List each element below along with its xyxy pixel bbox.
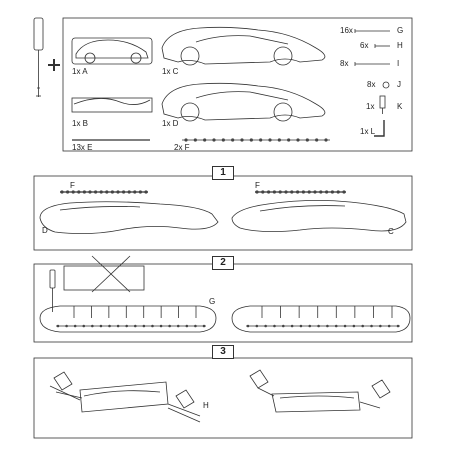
strip-dot	[306, 138, 309, 141]
part-j-drawing	[383, 82, 389, 88]
strip-dot	[335, 325, 338, 328]
strip-dot	[60, 190, 63, 193]
strip-dot	[77, 190, 80, 193]
strip-dot	[125, 325, 128, 328]
strip-dot	[324, 138, 327, 141]
strip-dot	[379, 325, 382, 328]
strip-dot	[160, 325, 163, 328]
strip-dot	[290, 190, 293, 193]
strip-dot	[111, 190, 114, 193]
part-i-label: I	[397, 59, 400, 68]
step-2-number: 2	[212, 256, 234, 270]
part-k-label: K	[397, 102, 403, 111]
strip-dot	[194, 138, 197, 141]
strip-dot	[296, 138, 299, 141]
part-g-count: 16x	[340, 26, 353, 35]
strip-dot	[291, 325, 294, 328]
strip-dot	[134, 325, 137, 328]
step3-left-assembly	[50, 372, 200, 422]
step1-label-f-left: F	[70, 181, 75, 190]
step1-label-f-right: F	[255, 181, 260, 190]
strip-dot	[186, 325, 189, 328]
part-b-drawing	[72, 98, 152, 112]
strip-dot	[65, 325, 68, 328]
strip-dot	[203, 138, 206, 141]
strip-dot	[100, 325, 103, 328]
strip-dot	[66, 190, 69, 193]
strip-dot	[259, 138, 262, 141]
strip-dot	[108, 325, 111, 328]
part-h-label: H	[397, 41, 403, 50]
step1-label-d: D	[42, 226, 48, 235]
strip-dot	[267, 190, 270, 193]
strip-dot	[72, 190, 75, 193]
strip-dot	[287, 138, 290, 141]
strip-dot	[117, 325, 120, 328]
strip-dot	[83, 190, 86, 193]
strip-dot	[397, 325, 400, 328]
strip-dot	[143, 325, 146, 328]
strip-dot	[319, 190, 322, 193]
step1-right-part	[232, 192, 406, 232]
strip-dot	[133, 190, 136, 193]
step2-panel	[34, 264, 412, 342]
step3-label-h: H	[203, 401, 209, 410]
strip-dot	[279, 190, 282, 193]
strip-dot	[74, 325, 77, 328]
strip-dot	[222, 138, 225, 141]
strip-dot	[177, 325, 180, 328]
step2-screws	[74, 306, 392, 318]
step2-right-part	[232, 306, 410, 332]
part-c-drawing	[162, 27, 325, 65]
part-g-drawing	[355, 29, 390, 33]
do-not-icon	[64, 256, 144, 292]
strip-dot	[240, 138, 243, 141]
step1-label-c: C	[388, 227, 394, 236]
strip-dot	[168, 325, 171, 328]
strip-dot	[344, 325, 347, 328]
part-j-count: 8x	[367, 80, 376, 89]
strip-dot	[308, 325, 311, 328]
strip-dot	[105, 190, 108, 193]
plus-icon	[48, 59, 60, 71]
part-l-label: 1x L	[360, 127, 376, 136]
strip-dot	[100, 190, 103, 193]
strip-dot	[212, 138, 215, 141]
strip-dot	[326, 325, 329, 328]
strip-dot	[151, 325, 154, 328]
part-a-drawing	[72, 38, 152, 64]
step-1-number: 1	[212, 166, 234, 180]
strip-dot	[91, 325, 94, 328]
part-d-label: 1x D	[162, 119, 179, 128]
strip-dot	[300, 325, 303, 328]
strip-dot	[247, 325, 250, 328]
strip-dot	[255, 190, 258, 193]
strip-dot	[57, 325, 60, 328]
step2-left-part	[40, 306, 216, 332]
strip-dot	[315, 138, 318, 141]
part-f-label: 2x F	[174, 143, 190, 152]
strip-dot	[361, 325, 364, 328]
strip-dot	[194, 325, 197, 328]
screwdriver-icon	[34, 18, 43, 97]
strip-dot	[88, 190, 91, 193]
strip-dot	[370, 325, 373, 328]
strip-dot	[116, 190, 119, 193]
strip-dot	[353, 325, 356, 328]
part-h-count: 6x	[360, 41, 369, 50]
strip-dot	[144, 190, 147, 193]
part-k-count: 1x	[366, 102, 375, 111]
strip-dot	[273, 325, 276, 328]
part-i-count: 8x	[340, 59, 349, 68]
part-h-drawing	[375, 44, 390, 48]
strip-dot	[331, 190, 334, 193]
part-k-drawing	[380, 96, 385, 114]
strip-dot	[250, 138, 253, 141]
strip-dot	[273, 190, 276, 193]
part-e-label: 13x E	[72, 143, 93, 152]
strip-dot	[94, 190, 97, 193]
strip-dot	[342, 190, 345, 193]
strip-dot	[308, 190, 311, 193]
strip-dot	[313, 190, 316, 193]
part-j-label: J	[397, 80, 401, 89]
strip-dot	[388, 325, 391, 328]
step2-label-g: G	[209, 297, 216, 306]
strip-dot	[139, 190, 142, 193]
strip-dot	[284, 190, 287, 193]
strip-dot	[278, 138, 281, 141]
strip-dot	[122, 190, 125, 193]
step3-right-assembly	[250, 370, 390, 412]
strip-dot	[317, 325, 320, 328]
part-c-label: 1x C	[162, 67, 179, 76]
part-g-label: G	[397, 26, 404, 35]
strip-dot	[261, 190, 264, 193]
part-a-label: 1x A	[72, 67, 88, 76]
strip-dot	[256, 325, 259, 328]
strip-dot	[282, 325, 285, 328]
part-b-label: 1x B	[72, 119, 89, 128]
strip-dot	[337, 190, 340, 193]
step1-left-part	[40, 192, 218, 234]
step-3-number: 3	[212, 345, 234, 359]
strip-dot	[128, 190, 131, 193]
strip-dot	[296, 190, 299, 193]
strip-dot	[231, 138, 234, 141]
strip-dot	[325, 190, 328, 193]
step1-panel	[34, 176, 412, 250]
part-i-drawing	[355, 62, 390, 66]
strip-dot	[203, 325, 206, 328]
part-d-drawing	[162, 83, 325, 121]
strip-dot	[268, 138, 271, 141]
strip-dot	[302, 190, 305, 193]
screwdriver-small-icon	[50, 270, 55, 312]
strip-dot	[184, 138, 187, 141]
strip-dot	[82, 325, 85, 328]
part-l-drawing	[374, 120, 384, 136]
step3-panel	[34, 358, 412, 438]
strip-dot	[264, 325, 267, 328]
